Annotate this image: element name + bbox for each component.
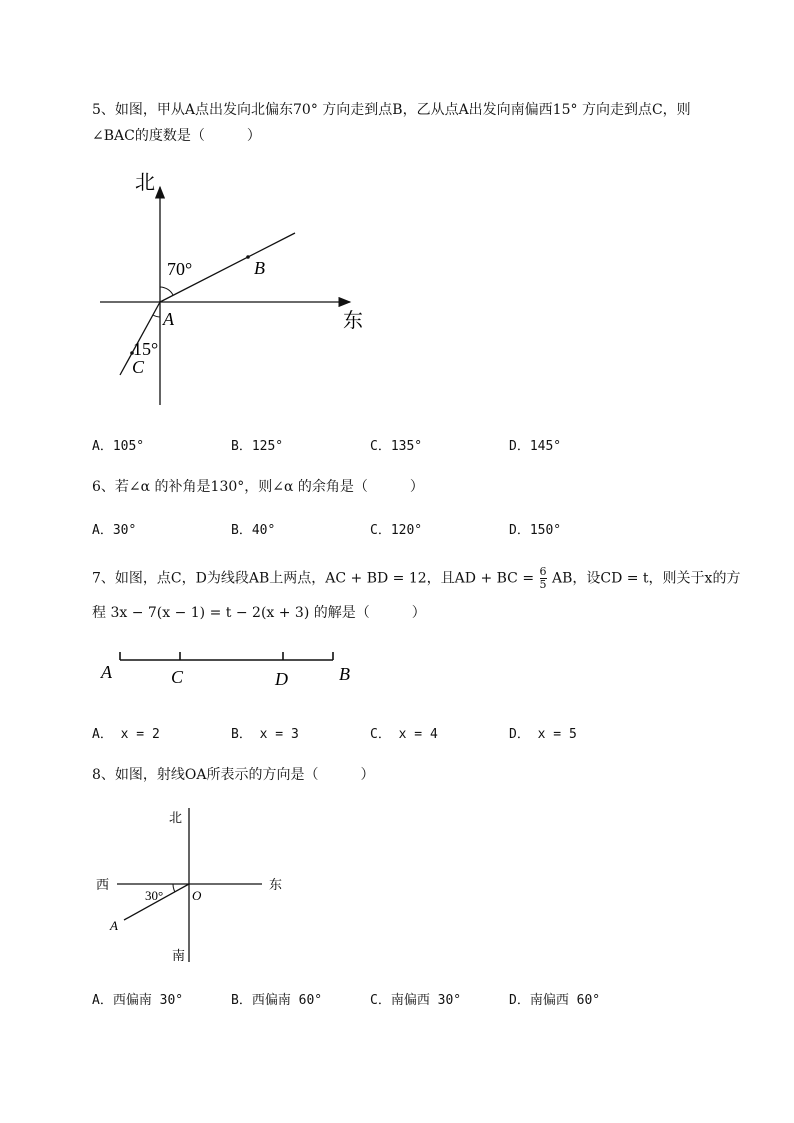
q6-text: 6、若∠α 的补角是130°，则∠α 的余角是（ ）	[92, 479, 424, 495]
label-d: D	[275, 669, 288, 689]
q7-text-line1-part2: AB，设CD = t，则关于x的方	[551, 570, 741, 587]
q7-fraction	[540, 566, 547, 591]
q8-option-d: D．南偏西 60°	[509, 993, 601, 1008]
label-a: A	[101, 662, 112, 682]
q6-option-b: B．40°	[231, 523, 276, 538]
q8-option-a: A．西偏南 30°	[92, 993, 184, 1008]
q8-figure	[92, 800, 302, 970]
q5-text-line1: 5、如图，甲从A点出发向北偏东70° 方向走到点B，乙从点A出发向南偏西15° 方向走到点C，则	[92, 102, 691, 118]
label-angle-30: 30°	[145, 888, 164, 903]
label-north: 北	[169, 810, 183, 825]
label-b: B	[339, 664, 350, 684]
q8-option-b: B．西偏南 60°	[231, 993, 323, 1008]
q5-text-line2: ∠BAC的度数是（ ）	[92, 128, 261, 144]
q5-figure	[95, 165, 375, 410]
label-c: C	[132, 357, 145, 377]
q6-option-c: C．120°	[370, 523, 423, 538]
q7-option-a: A． x = 2	[92, 727, 160, 742]
q7-option-b: B． x = 3	[231, 727, 299, 742]
q5-option-c: C．135°	[370, 439, 423, 454]
q6-option-a: A．30°	[92, 523, 137, 538]
label-east: 东	[269, 877, 283, 892]
q7-figure	[95, 645, 365, 695]
label-c: C	[171, 667, 184, 687]
label-north: 北	[135, 172, 155, 194]
q7-text-line2: 程 3x − 7(x − 1) = t − 2(x + 3) 的解是（ ）	[92, 605, 426, 621]
angle-arc-70	[160, 287, 173, 295]
label-west: 西	[96, 877, 110, 892]
q7-option-d: D． x = 5	[509, 727, 577, 742]
q7-text-line1	[92, 566, 740, 591]
q5-option-b: B．125°	[231, 439, 284, 454]
q7-option-c: C． x = 4	[370, 727, 438, 742]
label-b: B	[254, 258, 265, 278]
q8-option-c: C．南偏西 30°	[370, 993, 462, 1008]
angle-arc-15	[153, 315, 160, 317]
label-angle-70: 70°	[167, 259, 193, 279]
q7-fraction-denominator: 5	[539, 578, 547, 591]
q7-text-line1-part1: 7、如图，点C，D为线段AB上两点，AC + BD = 12，且AD + BC =	[92, 570, 535, 587]
q7-fraction-numerator: 6	[539, 565, 547, 578]
q6-option-d: D．150°	[509, 523, 562, 538]
q8-text: 8、如图，射线OA所表示的方向是（ ）	[92, 767, 375, 783]
q5-option-d: D．145°	[509, 439, 562, 454]
angle-arc-30	[173, 884, 175, 892]
q5-option-a: A．105°	[92, 439, 145, 454]
label-a: A	[110, 918, 118, 933]
label-a: A	[163, 309, 174, 329]
label-east: 东	[343, 310, 363, 332]
label-o: O	[192, 888, 202, 903]
point-b	[246, 255, 250, 259]
label-angle-15: 15°	[133, 339, 159, 359]
label-south: 南	[172, 948, 186, 963]
